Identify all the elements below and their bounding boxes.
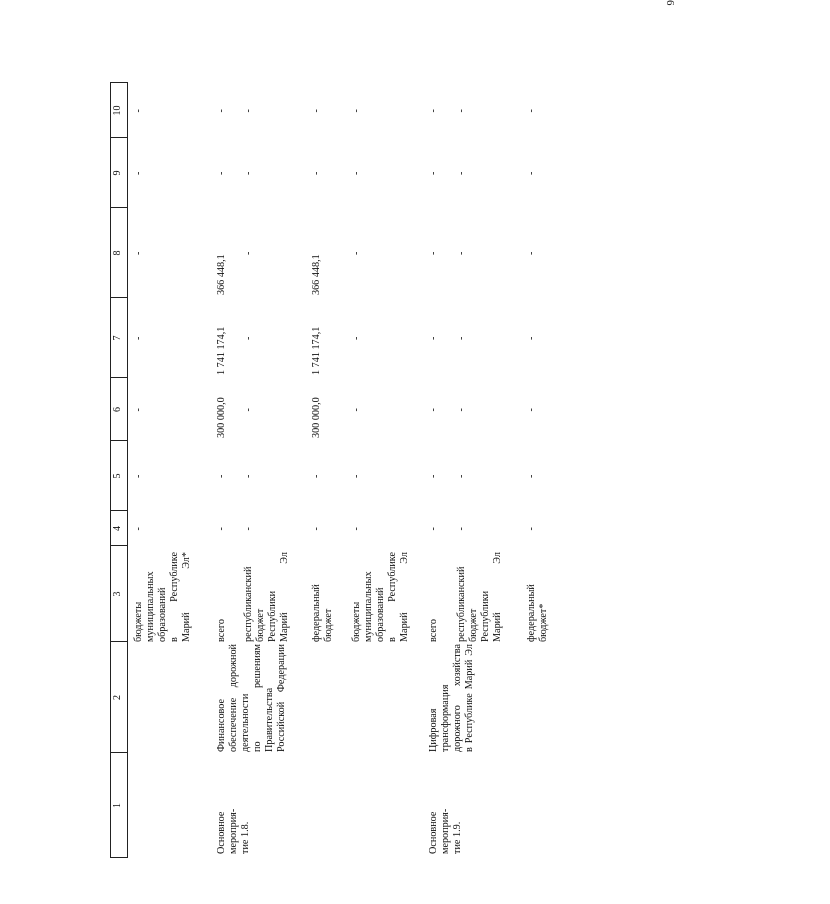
empty-value-dash: - [526, 408, 537, 412]
empty-value-dash: - [428, 527, 439, 531]
column-number: 6 [112, 407, 123, 412]
cell-line: Республики [267, 590, 278, 642]
header-column-divider [110, 857, 128, 858]
cell-line: Марий Эл* [181, 552, 192, 642]
cell-text [456, 552, 504, 642]
cell-line: бюджеты [351, 601, 362, 642]
header-column-divider [110, 545, 128, 546]
header-column-divider [110, 752, 128, 753]
cell-line: бюджет* [538, 603, 549, 642]
cell-line: всего [428, 619, 439, 642]
empty-value-dash: - [526, 171, 537, 175]
column-number: 1 [112, 803, 123, 808]
cell-text [243, 552, 291, 642]
header-column-divider [110, 207, 128, 208]
cell-line: муниципальных [145, 571, 156, 642]
empty-value-dash: - [216, 527, 227, 531]
cell-line: тие 1.8. [240, 821, 251, 854]
cell-line: Республики [480, 590, 491, 642]
empty-value-dash: - [351, 171, 362, 175]
empty-value-dash: - [133, 527, 144, 531]
empty-value-dash: - [216, 171, 227, 175]
cell-line: в Республике Марий Эл [464, 644, 475, 752]
empty-value-dash: - [133, 109, 144, 113]
empty-value-dash: - [311, 527, 322, 531]
column-number: 9 [112, 170, 123, 176]
header-bottom-border [127, 83, 128, 858]
amount-value: 1 741 174,1 [216, 326, 227, 375]
cell-line: республиканский [243, 566, 254, 642]
empty-value-dash: - [351, 251, 362, 255]
empty-value-dash: - [133, 408, 144, 412]
cell-line: Марий Эл [279, 552, 290, 642]
amount-value: 300 000,0 [311, 397, 322, 438]
empty-value-dash: - [133, 251, 144, 255]
empty-value-dash: - [526, 527, 537, 531]
column-number: 7 [112, 335, 123, 341]
cell-line: Марий Эл [399, 552, 410, 642]
empty-value-dash: - [351, 527, 362, 531]
empty-value-dash: - [311, 109, 322, 113]
empty-value-dash: - [456, 336, 467, 340]
table-top-border [110, 83, 111, 858]
cell-text [428, 552, 440, 642]
empty-value-dash: - [428, 109, 439, 113]
empty-value-dash: - [351, 336, 362, 340]
cell-text [311, 552, 335, 642]
empty-value-dash: - [351, 408, 362, 412]
header-column-divider [110, 137, 128, 138]
cell-line: федеральный [311, 584, 322, 642]
empty-value-dash: - [133, 336, 144, 340]
header-column-divider [110, 377, 128, 378]
header-column-divider [110, 440, 128, 441]
amount-value: 1 741 174,1 [311, 326, 322, 375]
amount-value: 300 000,0 [216, 397, 227, 438]
column-number: 8 [112, 250, 123, 256]
empty-value-dash: - [428, 336, 439, 340]
empty-value-dash: - [526, 474, 537, 478]
empty-value-dash: - [428, 251, 439, 255]
page-number: 6 [664, 0, 676, 6]
cell-line: трансформация [440, 684, 451, 752]
empty-value-dash: - [526, 109, 537, 113]
cell-line: образований [157, 587, 168, 642]
cell-line: федеральный [526, 584, 537, 642]
empty-value-dash: - [428, 171, 439, 175]
cell-line: Основное [216, 811, 227, 854]
cell-line: Цифровая [428, 708, 439, 752]
cell-line: мероприя- [228, 808, 239, 854]
cell-line: бюджет [323, 608, 334, 642]
empty-value-dash: - [456, 408, 467, 412]
empty-value-dash: - [311, 171, 322, 175]
header-column-divider [110, 641, 128, 642]
empty-value-dash: - [243, 336, 254, 340]
cell-line: Правительства [264, 687, 275, 752]
cell-text [216, 798, 252, 854]
empty-value-dash: - [243, 408, 254, 412]
empty-value-dash: - [428, 474, 439, 478]
cell-line: Марий Эл [492, 552, 503, 642]
cell-line: бюджет [468, 608, 479, 642]
header-column-divider [110, 82, 128, 83]
cell-text [216, 552, 228, 642]
cell-line: всего [216, 619, 227, 642]
empty-value-dash: - [216, 474, 227, 478]
empty-value-dash: - [243, 474, 254, 478]
empty-value-dash: - [351, 474, 362, 478]
column-number: 2 [112, 695, 123, 700]
cell-line: образований [375, 587, 386, 642]
empty-value-dash: - [243, 251, 254, 255]
header-column-divider [110, 510, 128, 511]
empty-value-dash: - [243, 109, 254, 113]
empty-value-dash: - [216, 109, 227, 113]
column-number: 4 [112, 526, 123, 531]
cell-text [428, 798, 464, 854]
cell-line: деятельности [240, 693, 251, 752]
empty-value-dash: - [243, 171, 254, 175]
rotated-table [110, 78, 830, 858]
empty-value-dash: - [428, 408, 439, 412]
cell-line: обеспечение дорожной [228, 644, 239, 752]
cell-line: Финансовое [216, 698, 227, 752]
cell-text [216, 644, 288, 752]
empty-value-dash: - [456, 251, 467, 255]
cell-text [351, 552, 411, 642]
amount-value: 366 448,1 [216, 254, 227, 295]
cell-line: республиканский [456, 566, 467, 642]
cell-line: бюджеты [133, 601, 144, 642]
cell-line: Российской Федерации [276, 644, 287, 752]
empty-value-dash: - [133, 171, 144, 175]
cell-line: в Республике [387, 552, 398, 642]
header-column-divider [110, 297, 128, 298]
cell-line: мероприя- [440, 808, 451, 854]
empty-value-dash: - [526, 336, 537, 340]
empty-value-dash: - [456, 474, 467, 478]
cell-line: дорожного хозяйства [452, 644, 463, 752]
cell-line: муниципальных [363, 571, 374, 642]
cell-line: тие 1.9. [452, 821, 463, 854]
amount-value: 366 448,1 [311, 254, 322, 295]
empty-value-dash: - [311, 474, 322, 478]
cell-text [133, 552, 193, 642]
cell-line: бюджет [255, 608, 266, 642]
column-number: 3 [112, 591, 123, 597]
empty-value-dash: - [526, 251, 537, 255]
empty-value-dash: - [243, 527, 254, 531]
cell-line: Основное [428, 811, 439, 854]
cell-line: в Республике [169, 552, 180, 642]
empty-value-dash: - [456, 109, 467, 113]
empty-value-dash: - [456, 527, 467, 531]
empty-value-dash: - [133, 474, 144, 478]
cell-text [526, 552, 550, 642]
column-number: 10 [112, 105, 123, 116]
cell-line: по решениям [252, 644, 263, 752]
empty-value-dash: - [351, 109, 362, 113]
empty-value-dash: - [456, 171, 467, 175]
cell-text [428, 644, 476, 752]
column-number: 5 [112, 473, 123, 479]
